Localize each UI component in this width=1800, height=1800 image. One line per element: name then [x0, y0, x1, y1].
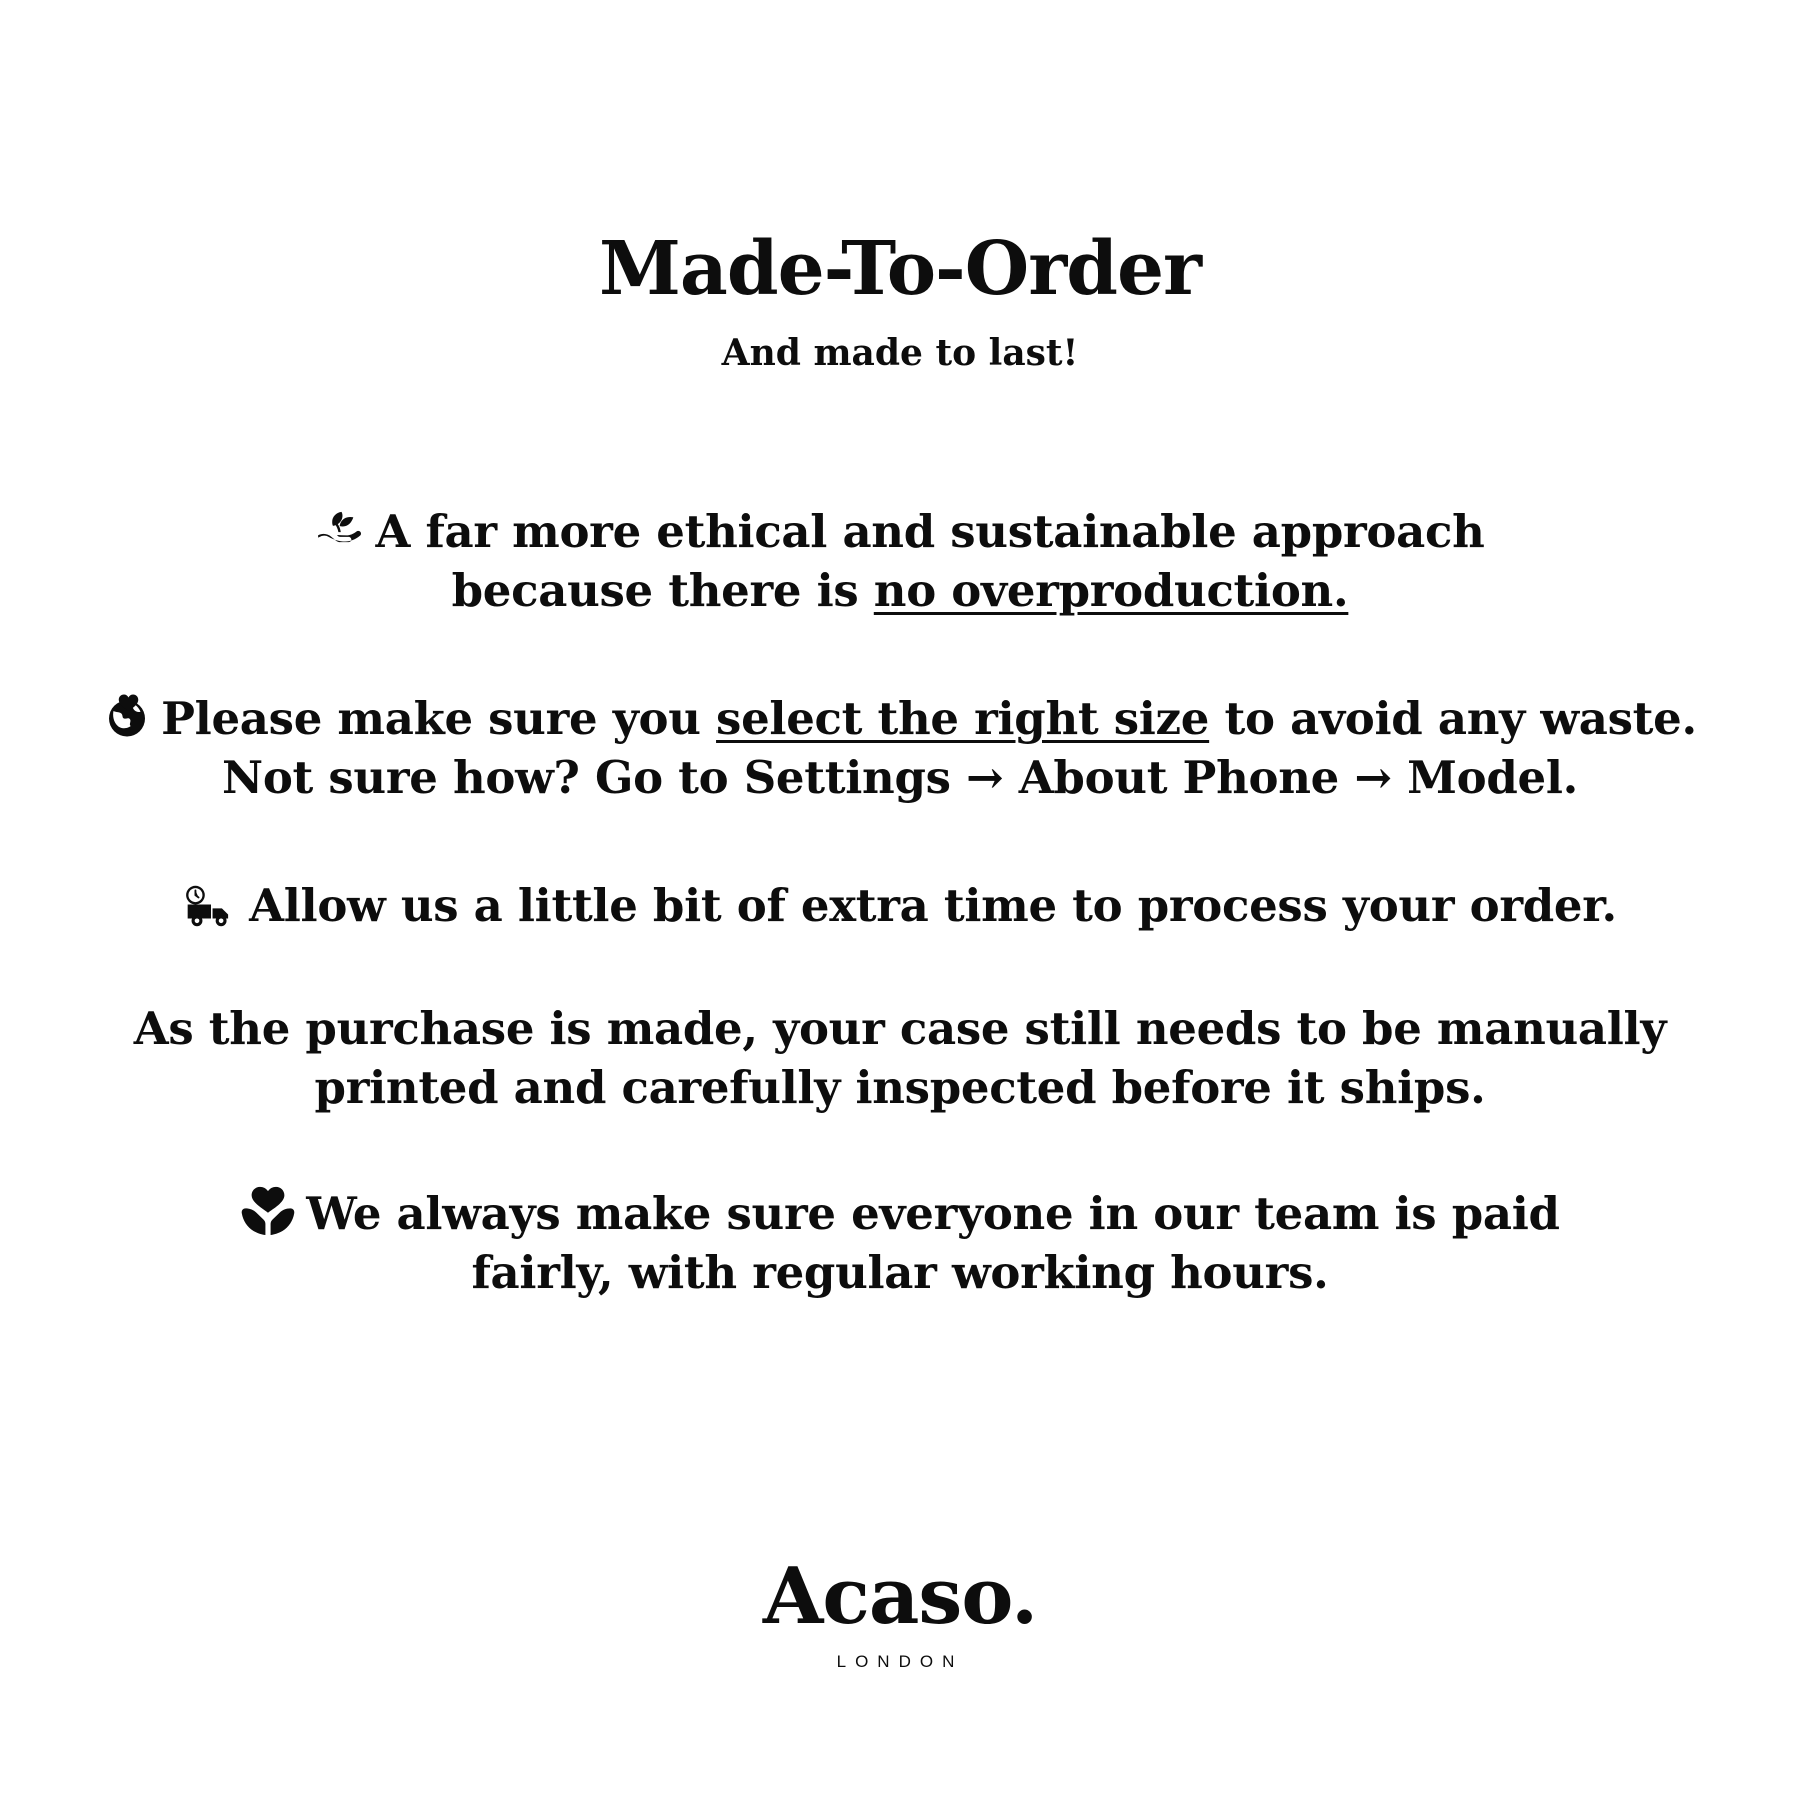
bullet-5-line-2: fairly, with regular working hours. [471, 1246, 1329, 1300]
delivery-truck-clock-icon [183, 884, 239, 928]
bullet-4-line-2: printed and carefully inspected before it ships. [314, 1061, 1486, 1115]
bullet-manual-print [90, 999, 1710, 1118]
bullet-1-line-1: A far more ethical and sustainable approach [375, 505, 1485, 558]
bullet-2-line-1-underlined: select the right size [716, 691, 1210, 745]
page-subtitle: And made to last! [721, 332, 1079, 374]
seedling-in-hand-icon [315, 504, 365, 554]
bullet-fair-pay [90, 1184, 1710, 1303]
bullet-2-line-2: Not sure how? Go to Settings → About Phone → Model. [222, 751, 1578, 805]
bullet-extra-time [90, 876, 1710, 935]
bullet-3-line-1: Allow us a little bit of extra time to process your order. [249, 878, 1617, 932]
bullet-sustainability [90, 502, 1710, 621]
brand-location: LONDON [836, 1652, 964, 1671]
bullet-4-line-1: As the purchase is made, your case still needs to be manually [133, 1001, 1667, 1055]
brand-footer [0, 1551, 1800, 1672]
heart-in-hands-icon [240, 1186, 296, 1236]
bullet-1-line-2-pre: because there is [451, 564, 874, 618]
globe-heart-icon [103, 693, 151, 741]
page-title: Made-To-Order [598, 226, 1202, 312]
bullet-2-line-1-pre: Please make sure you [161, 691, 717, 745]
bullet-1-line-2-underlined: no overproduction. [873, 564, 1349, 618]
bullet-right-size [90, 689, 1710, 808]
bullet-2-line-1-post: to avoid any waste. [1209, 691, 1697, 745]
brand-logo: Acaso. [762, 1551, 1038, 1642]
bullet-5-line-1: We always make sure everyone in our team is paid [306, 1186, 1560, 1240]
